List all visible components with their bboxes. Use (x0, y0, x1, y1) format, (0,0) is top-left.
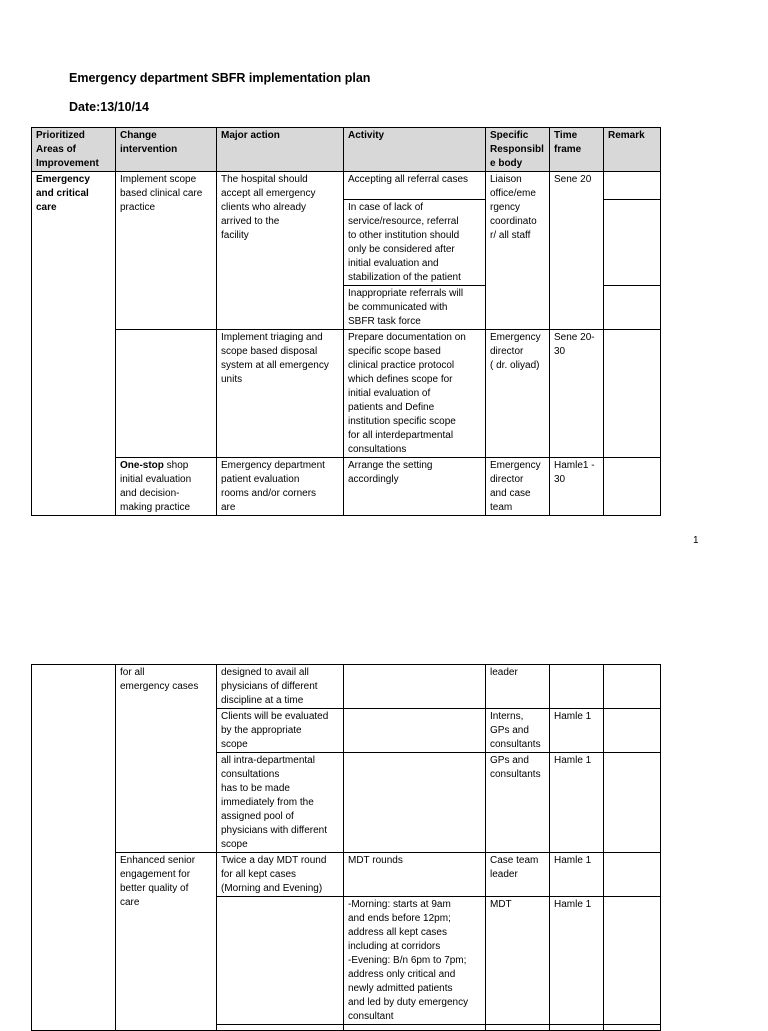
cell-major: all intra-departmental consultations has to be made immediately from the assigned pool of physicians with different scope (217, 753, 344, 853)
cell-change: for all emergency cases (116, 665, 217, 853)
cell-timeframe: Hamle 1 (550, 709, 604, 753)
cell-remark (604, 753, 661, 853)
cell-timeframe: Sene 20 (550, 172, 604, 330)
cell-area (32, 665, 116, 1031)
cell-remark (604, 1025, 661, 1031)
cell-activity: Prepare documentation on specific scope based clinical practice protocol which defines scope for initial evaluation of patients and Define institution specific scope for all interdepartmental consultations (344, 330, 486, 458)
cell-timeframe (550, 1025, 604, 1031)
cell-responsible: MDT (486, 897, 550, 1025)
cell-responsible (486, 1025, 550, 1031)
cell-major: The hospital should accept all emergency clients who already arrived to the facility (217, 172, 344, 330)
cell-remark (604, 458, 661, 516)
header-area: Prioritized Areas of Improvement (32, 128, 116, 172)
cell-timeframe: Hamle 1 (550, 753, 604, 853)
page-number: 1 (693, 535, 699, 546)
cell-timeframe (550, 665, 604, 709)
cell-major: Twice a day MDT round for all kept cases (Morning and Evening) (217, 853, 344, 897)
cell-remark (604, 286, 661, 330)
cell-change (116, 458, 217, 516)
cell-remark (604, 853, 661, 897)
cell-remark (604, 200, 661, 286)
table-row (32, 665, 661, 709)
cell-responsible: GPs and consultants (486, 753, 550, 853)
cell-major (217, 1025, 344, 1031)
cell-change-rest: shop initial evaluation and decision- making practice (120, 460, 192, 513)
cell-activity (344, 709, 486, 753)
plan-table-page-2 (31, 664, 661, 1031)
header-change: Change intervention (116, 128, 217, 172)
cell-remark (604, 709, 661, 753)
cell-remark (604, 897, 661, 1025)
cell-activity: Inappropriate referrals will be communicated with SBFR task force (344, 286, 486, 330)
table-row (32, 853, 661, 897)
cell-change (116, 330, 217, 458)
cell-timeframe: Hamle 1 (550, 897, 604, 1025)
cell-major: designed to avail all physicians of different discipline at a time (217, 665, 344, 709)
cell-activity: MDT rounds (344, 853, 486, 897)
table-row (32, 330, 661, 458)
cell-major: Emergency department patient evaluation rooms and/or corners are (217, 458, 344, 516)
document-title: Emergency department SBFR implementation plan (69, 71, 371, 85)
cell-remark (604, 330, 661, 458)
document-date: Date:13/10/14 (69, 100, 149, 114)
cell-remark (604, 172, 661, 200)
table-row (32, 172, 661, 200)
header-activity: Activity (344, 128, 486, 172)
cell-activity: -Morning: starts at 9am and ends before 12pm; address all kept cases including at corridors -Evening: B/n 6pm to 7pm; address only critical and newly admitted patients and led by duty emergency consultant (344, 897, 486, 1025)
cell-area: Emergency and critical care (32, 172, 116, 516)
plan-table-page-1 (31, 127, 661, 516)
cell-responsible: Interns, GPs and consultants (486, 709, 550, 753)
cell-activity (344, 1025, 486, 1031)
table-header-row (32, 128, 661, 172)
cell-responsible: leader (486, 665, 550, 709)
cell-major: Implement triaging and scope based disposal system at all emergency units (217, 330, 344, 458)
header-timeframe: Time frame (550, 128, 604, 172)
cell-responsible: Liaison office/eme rgency coordinato r/ all staff (486, 172, 550, 330)
cell-remark (604, 665, 661, 709)
cell-change: Enhanced senior engagement for better quality of care (116, 853, 217, 1031)
header-responsible: Specific Responsibl e body (486, 128, 550, 172)
cell-major: Clients will be evaluated by the appropriate scope (217, 709, 344, 753)
cell-timeframe: Sene 20- 30 (550, 330, 604, 458)
cell-responsible: Case team leader (486, 853, 550, 897)
cell-activity: Arrange the setting accordingly (344, 458, 486, 516)
header-remark: Remark (604, 128, 661, 172)
cell-major (217, 897, 344, 1025)
cell-change: Implement scope based clinical care practice (116, 172, 217, 330)
cell-activity: Accepting all referral cases (344, 172, 486, 200)
cell-timeframe: Hamle 1 (550, 853, 604, 897)
cell-activity: In case of lack of service/resource, referral to other institution should only be considered after initial evaluation and stabilization of the patient (344, 200, 486, 286)
table-row (32, 458, 661, 516)
cell-activity (344, 665, 486, 709)
cell-responsible: Emergency director and case team (486, 458, 550, 516)
cell-activity (344, 753, 486, 853)
cell-responsible: Emergency director ( dr. oliyad) (486, 330, 550, 458)
header-major: Major action (217, 128, 344, 172)
one-stop-label: One-stop (120, 460, 164, 471)
cell-timeframe: Hamle1 - 30 (550, 458, 604, 516)
